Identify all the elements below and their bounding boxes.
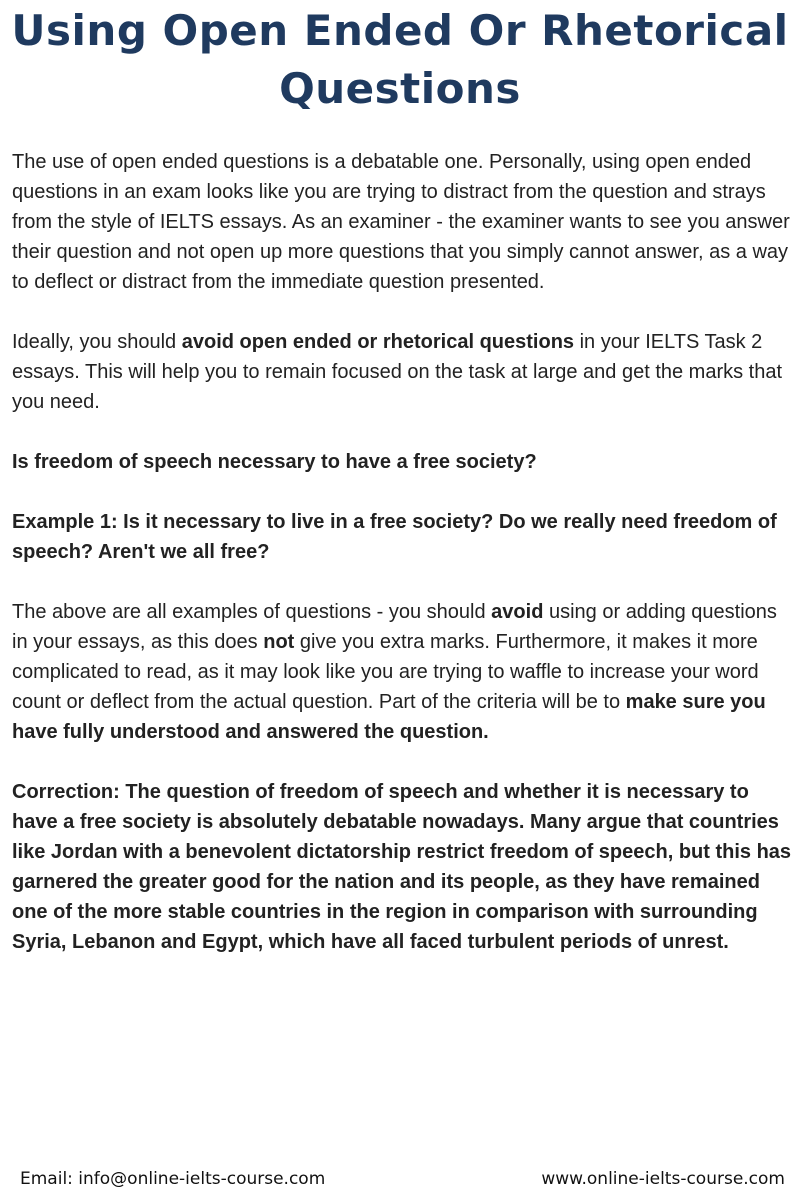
- footer-website: www.online-ielts-course.com: [541, 1169, 785, 1189]
- explanation-paragraph: [12, 597, 796, 747]
- advice-paragraph: [12, 327, 796, 417]
- explanation-emphasis-avoid: avoid: [491, 601, 544, 623]
- intro-paragraph: The use of open ended questions is a debatable one. Personally, using open ended questions in an exam looks like you are trying to distract from the question and strays from the style of IELTS essays. As an examiner - the examiner wants to see you answer their question and not open up more questions that you simply cannot answer, as a way to deflect or distract from the immediate question presented.: [12, 151, 790, 293]
- essay-question-text: Is freedom of speech necessary to have a free society?: [12, 451, 537, 473]
- explanation-text-1: The above are all examples of questions - you should: [12, 601, 492, 623]
- footer-email: Email: info@online-ielts-course.com: [20, 1169, 326, 1189]
- page-title: Using Open Ended Or Rhetorical Questions: [11, 6, 789, 113]
- correction-text: Correction: The question of freedom of speech and whether it is necessary to have a free society is absolutely debatable nowadays. Many argue that countries like Jordan with a benevolent dictatorship restrict freedom of speech, but this has garnered the greater good for the nation and its people, as they have remained one of the more stable countries in the region in comparison with surrounding Syria, Lebanon and Egypt, which have all faced turbulent periods of unrest.: [12, 781, 792, 953]
- example-text: Example 1: Is it necessary to live in a free society? Do we really need freedom of speech? Aren't we all free?: [12, 511, 777, 563]
- explanation-emphasis-not: not: [263, 631, 295, 653]
- example-paragraph: [12, 507, 796, 567]
- essay-question: [12, 447, 796, 477]
- correction-paragraph: [12, 777, 796, 957]
- advice-emphasis: avoid open ended or rhetorical questions: [181, 331, 575, 353]
- advice-text-end: in your IELTS Task 2 essays. This will help you to remain focused on the task at large and get the marks that you need.: [12, 331, 783, 413]
- advice-text-start: Ideally, you should: [12, 331, 182, 353]
- explanation-text-3: give you extra marks. Furthermore, it makes it more complicated to read, as it may look like you are trying to waffle to increase your word count or deflect from the actual question. Part of the criteria will be to: [12, 631, 759, 713]
- explanation-text-2: using or adding questions in your essays, as this does: [12, 601, 777, 653]
- article-body: [12, 147, 796, 987]
- explanation-emphasis-criteria: make sure you have fully understood and answered the question.: [12, 691, 766, 743]
